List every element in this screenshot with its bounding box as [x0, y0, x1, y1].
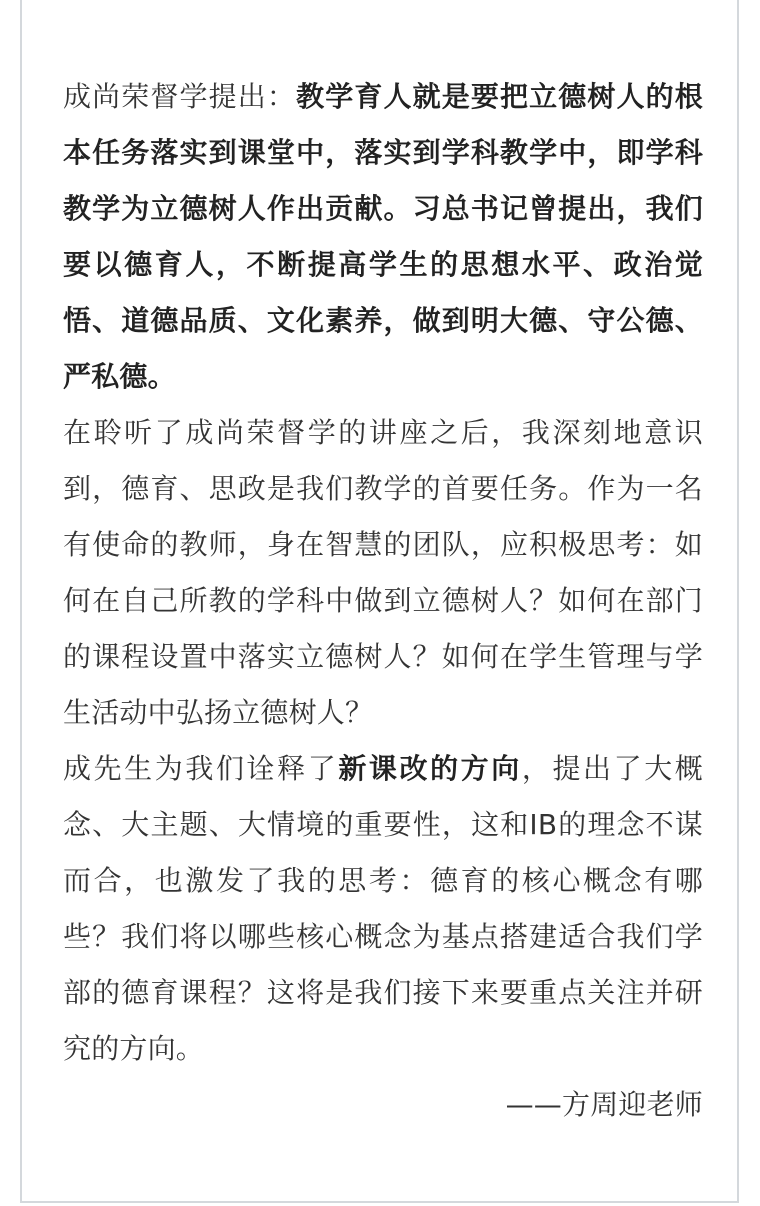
paragraph-1 — [63, 69, 703, 405]
paragraph-2-text: 在聆听了成尚荣督学的讲座之后，我深刻地意识到，德育、思政是我们教学的首要任务。作为一名有使命的教师，身在智慧的团队，应积极思考：如何在自己所教的学科中做到立德树人？如何在部门的课程设置中落实立德树人？如何在学生管理与学生活动中弘扬立德树人？ — [63, 416, 703, 729]
paragraph-1-bold-quote: 教学育人就是要把立德树人的根本任务落实到课堂中，落实到学科教学中，即学科教学为立德树人作出贡献。习总书记曾提出，我们要以德育人，不断提高学生的思想水平、政治觉悟、道德品质、文化素养，做到明大德、守公德、严私德。 — [63, 80, 703, 393]
author-signature: ——方周迎老师 — [505, 1088, 703, 1121]
article-body — [63, 69, 703, 1133]
paragraph-3-after: ，提出了大概念、大主题、大情境的重要性，这和IB的理念不谋而合，也激发了我的思考：德育的核心概念有哪些？我们将以哪些核心概念为基点搭建适合我们学部的德育课程？这将是我们接下来要重点关注并研究的方向。 — [63, 752, 704, 1065]
paragraph-3-before: 成先生为我们诠释了 — [63, 752, 339, 785]
paragraph-2 — [63, 405, 703, 741]
paragraph-3 — [63, 741, 703, 1077]
paragraph-1-lead: 成尚荣督学提出： — [63, 80, 297, 113]
paragraph-3-bold-phrase: 新课改的方向 — [338, 752, 522, 785]
